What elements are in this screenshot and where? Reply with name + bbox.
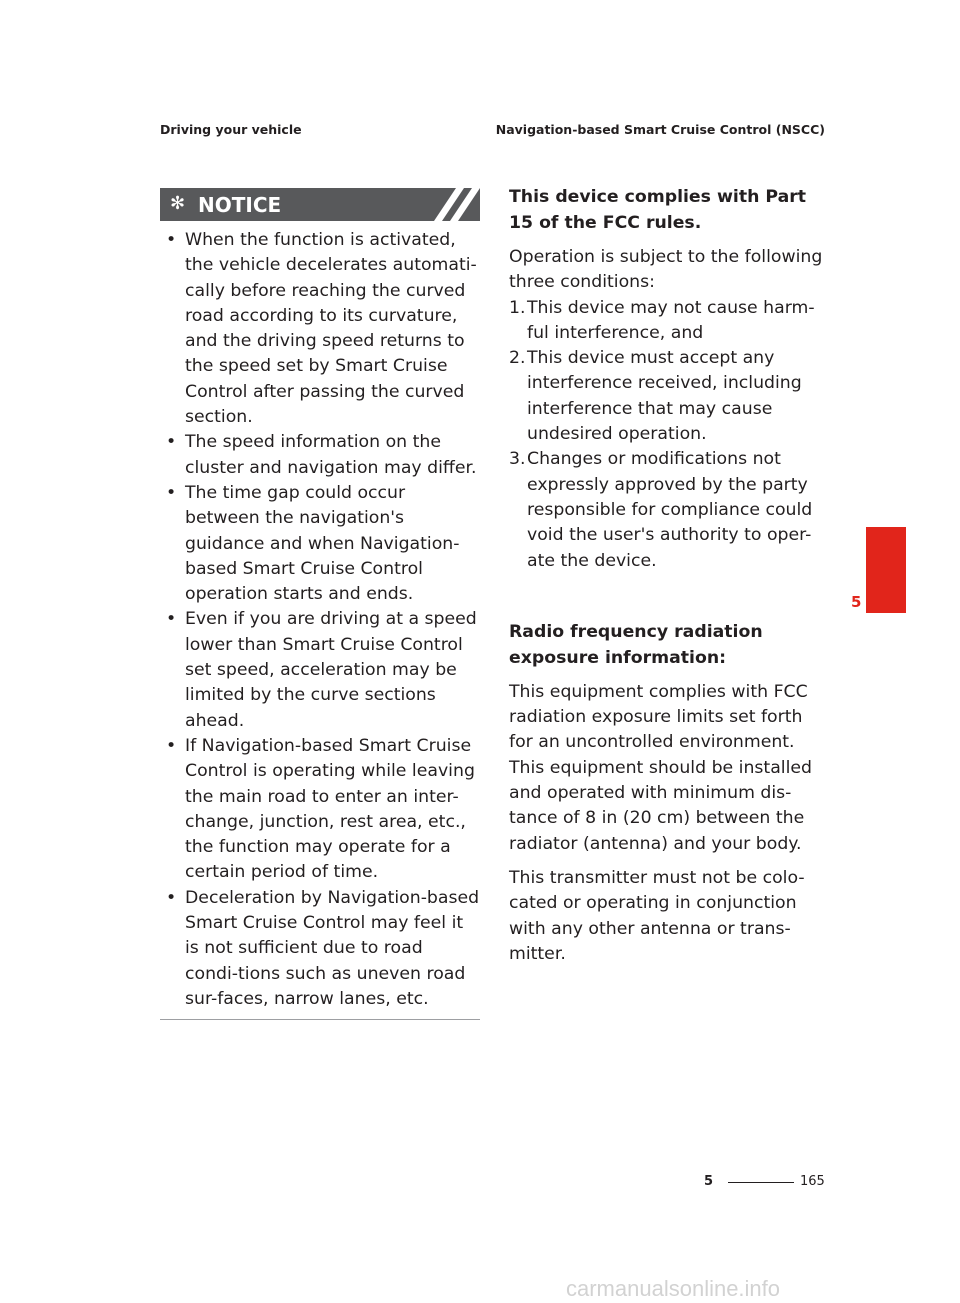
asterisk-icon: ✻: [170, 193, 186, 214]
fcc-heading: This device complies with Part 15 of the FCC rules.: [509, 187, 807, 233]
notice-list: [166, 228, 480, 1012]
rf-paragraph-2: This transmitter must not be colo-cated or operating in conjunction with any other antenna or trans-mitter.: [509, 867, 805, 964]
footer-divider: [728, 1182, 794, 1183]
slash-decoration-icon: [434, 188, 480, 221]
footer-chapter: 5: [704, 1174, 714, 1189]
chapter-tab-number: 5: [851, 593, 862, 611]
running-header-section: Driving your vehicle: [160, 122, 302, 137]
fcc-conditions-list: [509, 296, 824, 574]
notice-item: • The time gap could occur between the navigation's guidance and when Navigation-based Smart Cruise Control operation starts and ends.: [166, 482, 460, 605]
page-number: 165: [800, 1174, 825, 1189]
fcc-condition: 2. This device must accept any interference received, including interference that may cause undesired operation.: [509, 348, 802, 445]
notice-item: • The speed information on the cluster and navigation may differ.: [166, 432, 477, 478]
rf-heading: Radio frequency radiation exposure information:: [509, 621, 763, 668]
notice-title: NOTICE: [198, 193, 282, 217]
watermark: carmanualsonline.info: [566, 1276, 781, 1301]
right-column: [509, 184, 824, 967]
chapter-tab: [866, 527, 906, 613]
fcc-condition: 1. This device may not cause harm-ful interference, and: [509, 297, 815, 343]
fcc-condition: 3. Changes or modifications not expressly approved by the party responsible for compliance could void the user's authority to oper-ate the device.: [509, 449, 813, 571]
notice-item: • If Navigation-based Smart Cruise Control is operating while leaving the main road to enter an inter-change, junction, rest area, etc., the function may operate for a certain period of time.: [166, 735, 475, 883]
running-header-topic: Navigation-based Smart Cruise Control (NSCC): [495, 122, 825, 137]
notice-item: • Even if you are driving at a speed lower than Smart Cruise Control set speed, acceleration may be limited by the curve sections ahead.: [166, 609, 477, 731]
notice-item: • Deceleration by Navigation-based Smart Cruise Control may feel it is not sufficient due to road condi-tions such as uneven road sur-faces, narrow lanes, etc.: [166, 887, 480, 1009]
notice-banner: [160, 188, 480, 221]
fcc-intro: Operation is subject to the following three conditions:: [509, 247, 823, 293]
notice-item: • When the function is activated, the vehicle decelerates automati-cally before reaching the curved road according to its curvature, and the driving speed returns to the speed set by Smart Cruise Control after passing the curved section.: [166, 230, 477, 428]
notice-bottom-rule: [160, 1019, 480, 1020]
rf-paragraph-1: This equipment complies with FCC radiation exposure limits set forth for an uncontrolled environment. This equipment should be installed and operated with minimum dis-tance of 8 in (20 cm) between the radiator (antenna) and your body.: [509, 681, 812, 854]
